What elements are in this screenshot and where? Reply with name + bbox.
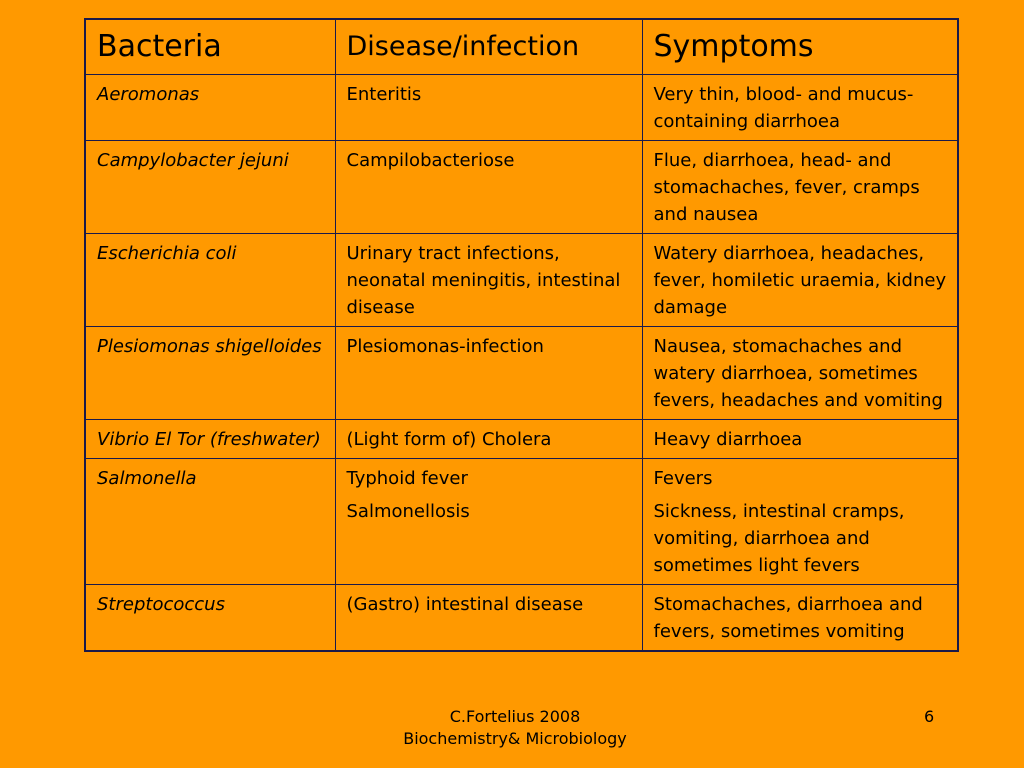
cell-bacteria	[85, 75, 335, 141]
cell-bacteria	[85, 234, 335, 327]
cell-text: Escherichia coli	[97, 243, 237, 264]
cell-text: (Light form of) Cholera	[346, 429, 552, 450]
cell-text: Enteritis	[346, 84, 422, 105]
cell-symptoms	[642, 327, 958, 420]
cell-symptoms	[642, 420, 958, 459]
cell-text: Sickness, intestinal cramps, vomiting, diarrhoea and sometimes light fevers	[653, 501, 905, 576]
cell-text: Flue, diarrhoea, head- and stomachaches, fever, cramps and nausea	[653, 150, 920, 225]
bacteria-table	[84, 18, 959, 652]
cell-text: Salmonellosis	[346, 501, 470, 522]
table-body	[85, 75, 958, 652]
cell-disease	[335, 420, 642, 459]
footer-author: C.Fortelius 2008	[449, 707, 581, 726]
table-row	[85, 234, 958, 327]
cell-disease	[335, 327, 642, 420]
table-row	[85, 585, 958, 652]
cell-text: Very thin, blood- and mucus-containing diarrhoea	[653, 84, 914, 132]
cell-text: Watery diarrhoea, headaches, fever, homiletic uraemia, kidney damage	[653, 243, 947, 318]
cell-disease	[335, 75, 642, 141]
cell-text: Aeromonas	[97, 84, 200, 105]
cell-disease	[335, 459, 642, 585]
table-header-row	[85, 19, 958, 75]
table-row	[85, 141, 958, 234]
table-row	[85, 459, 958, 585]
cell-bacteria	[85, 420, 335, 459]
header-disease-infection: Disease/infection	[335, 19, 642, 75]
cell-bacteria	[85, 459, 335, 585]
cell-text: Typhoid fever	[346, 468, 468, 489]
cell-text: Campylobacter jejuni	[97, 150, 289, 171]
cell-symptoms	[642, 141, 958, 234]
cell-disease	[335, 141, 642, 234]
cell-text: Urinary tract infections, neonatal meningitis, intestinal disease	[346, 243, 621, 318]
cell-symptoms	[642, 75, 958, 141]
header-bacteria: Bacteria	[85, 19, 335, 75]
cell-text: Fevers	[653, 468, 713, 489]
table-row	[85, 327, 958, 420]
cell-bacteria	[85, 327, 335, 420]
cell-disease	[335, 234, 642, 327]
cell-text: Stomachaches, diarrhoea and fevers, sometimes vomiting	[653, 594, 923, 642]
cell-bacteria	[85, 585, 335, 652]
footer-credit	[380, 706, 650, 750]
cell-text: Plesiomonas shigelloides	[97, 336, 322, 357]
cell-text: Streptococcus	[97, 594, 225, 615]
cell-text: Salmonella	[97, 468, 197, 489]
cell-symptoms	[642, 585, 958, 652]
cell-text: Plesiomonas-infection	[346, 336, 544, 357]
table-row	[85, 75, 958, 141]
cell-bacteria	[85, 141, 335, 234]
cell-text: (Gastro) intestinal disease	[346, 594, 584, 615]
cell-symptoms	[642, 234, 958, 327]
cell-text: Vibrio El Tor (freshwater)	[97, 429, 321, 450]
cell-text: Heavy diarrhoea	[653, 429, 803, 450]
footer-course: Biochemistry& Microbiology	[403, 729, 627, 748]
cell-text: Nausea, stomachaches and watery diarrhoea, sometimes fevers, headaches and vomiting	[653, 336, 943, 411]
cell-text: Campilobacteriose	[346, 150, 515, 171]
page-number: 6	[924, 707, 935, 726]
cell-symptoms	[642, 459, 958, 585]
header-symptoms: Symptoms	[642, 19, 958, 75]
table-row	[85, 420, 958, 459]
cell-disease	[335, 585, 642, 652]
